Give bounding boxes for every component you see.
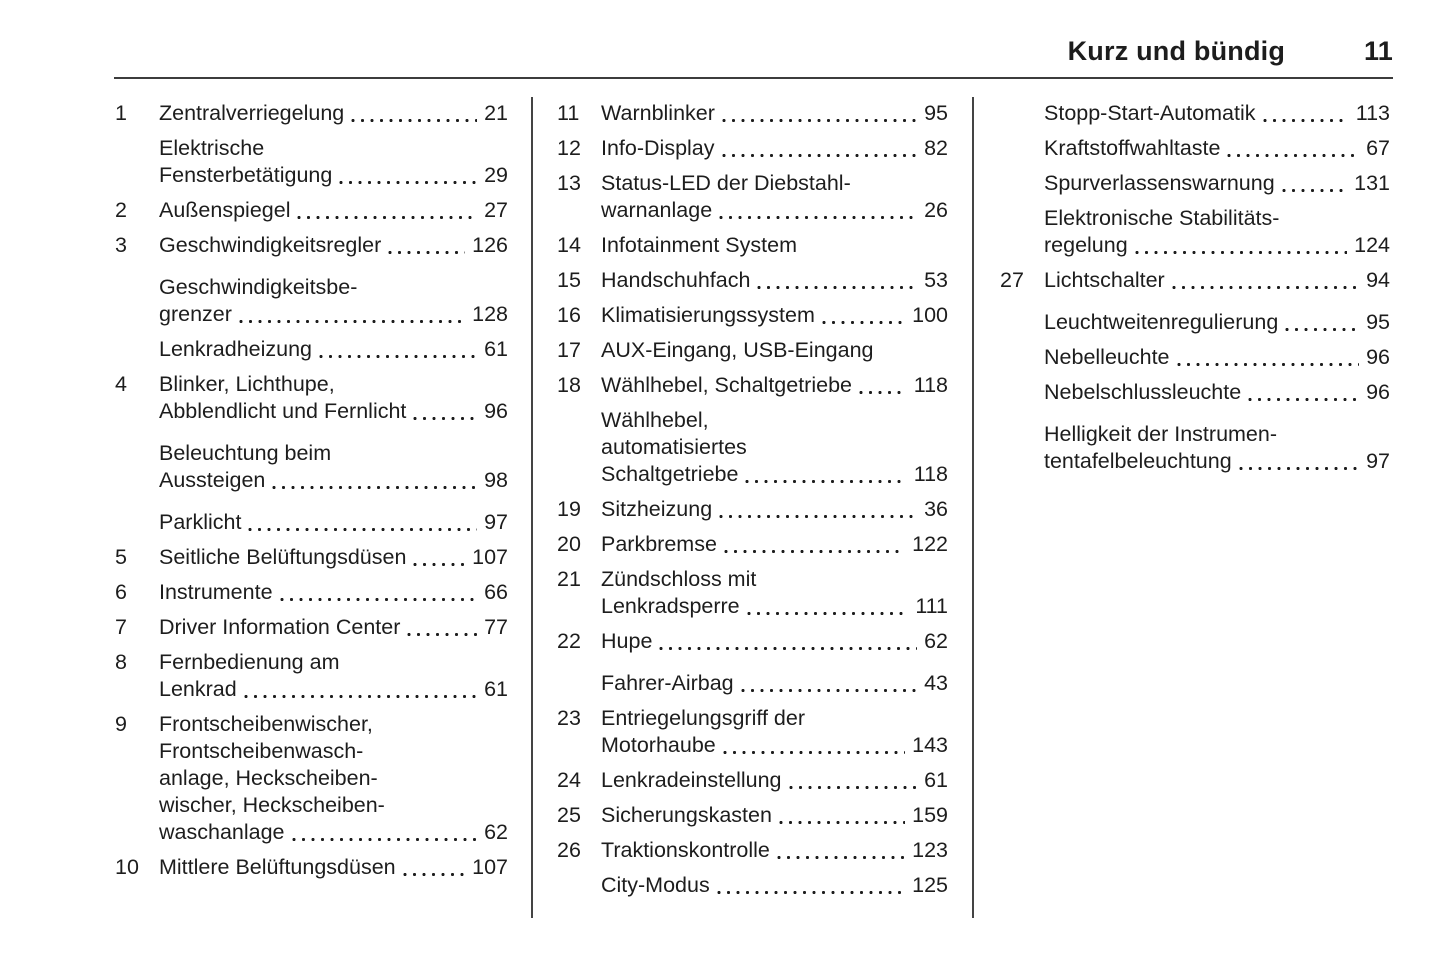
entry-label: Aussteigen (159, 468, 266, 492)
entry-number (1000, 100, 1044, 127)
page-number: 11 (1364, 36, 1393, 66)
entry-label: Elektronische Stabilitäts- (1044, 206, 1280, 230)
toc-entry (1000, 170, 1390, 197)
toc-entry (115, 711, 508, 846)
dot-leader (779, 820, 905, 825)
entry-label: Seitliche Belüftungsdüsen (159, 545, 407, 569)
toc-entry (557, 767, 948, 794)
toc-entry (1000, 205, 1390, 259)
entry-number: 27 (1000, 268, 1024, 292)
entry-number: 14 (557, 233, 581, 257)
entry-page: 143 (912, 733, 948, 757)
entry-label: Sicherungskasten (601, 803, 772, 827)
toc-entry (1000, 135, 1390, 162)
entry-page: 77 (484, 615, 508, 639)
entry-label: Fernbedienung am (159, 650, 340, 674)
dot-leader (413, 416, 477, 421)
entry-page: 96 (484, 399, 508, 423)
entry-page: 98 (484, 468, 508, 492)
toc-entry (557, 135, 948, 162)
toc-entry (115, 544, 508, 571)
column-divider (531, 97, 533, 918)
entry-label: warnanlage (601, 198, 713, 222)
toc-entry (557, 802, 948, 829)
entry-label: Instrumente (159, 580, 273, 604)
entry-page: 124 (1354, 233, 1390, 257)
entry-page: 29 (484, 163, 508, 187)
dot-leader (407, 632, 477, 637)
entry-label: Lichtschalter (1044, 268, 1165, 292)
entry-page: 95 (924, 101, 948, 125)
entry-page: 94 (1366, 268, 1390, 292)
entry-number: 25 (557, 803, 581, 827)
toc-entry (115, 440, 508, 494)
entry-label: Leuchtweitenregulierung (1044, 310, 1279, 334)
dot-leader (413, 562, 465, 567)
entry-number: 13 (557, 171, 581, 195)
dot-leader (319, 354, 477, 359)
toc-entry (1000, 421, 1390, 475)
toc-entry (557, 566, 948, 620)
dot-leader (351, 118, 477, 123)
toc-entry (115, 509, 508, 536)
entry-page: 61 (924, 768, 948, 792)
dot-leader (723, 750, 905, 755)
entry-label: Schaltgetriebe (601, 462, 739, 486)
toc-entry (557, 100, 948, 127)
entry-label: Nebelleuchte (1044, 345, 1170, 369)
dot-leader (745, 479, 906, 484)
entry-page: 123 (912, 838, 948, 862)
entry-number: 23 (557, 706, 581, 730)
dot-leader (1135, 250, 1347, 255)
entry-label: Nebelschlussleuchte (1044, 380, 1242, 404)
entry-label: Abblendlicht und Fernlicht (159, 399, 407, 423)
entry-page: 118 (913, 462, 948, 486)
entry-number: 5 (115, 545, 127, 569)
toc-entry (557, 670, 948, 697)
entry-label: Handschuhfach (601, 268, 751, 292)
toc-entry (1000, 267, 1390, 294)
dot-leader (719, 215, 917, 220)
entry-label: grenzer (159, 302, 232, 326)
dot-leader (822, 320, 905, 325)
page-title: Kurz und bündig (1067, 36, 1286, 66)
toc-entry (115, 649, 508, 703)
toc-entry (557, 170, 948, 224)
toc-column (115, 100, 508, 881)
toc-entry (557, 372, 948, 399)
entry-number: 19 (557, 497, 581, 521)
dot-leader (722, 153, 918, 158)
entry-number: 16 (557, 303, 581, 327)
dot-leader (244, 694, 477, 699)
entry-label: Sitzheizung (601, 497, 713, 521)
dot-leader (1177, 362, 1360, 367)
entry-number (115, 274, 159, 328)
toc-entry (557, 531, 948, 558)
dot-leader (297, 215, 477, 220)
toc-entry (1000, 379, 1390, 406)
dot-leader (403, 872, 465, 877)
dot-leader (1239, 466, 1359, 471)
toc-entry (1000, 100, 1390, 127)
entry-label: tentafelbeleuchtung (1044, 449, 1232, 473)
entry-label: waschanlage (159, 820, 285, 844)
entry-number: 2 (115, 198, 127, 222)
entry-number: 1 (115, 101, 127, 125)
entry-label: Stopp-Start-Automatik (1044, 101, 1256, 125)
entry-label: Entriegelungsgriff der (601, 706, 805, 730)
entry-label: Wählhebel, (601, 408, 709, 432)
entry-label: Zündschloss mit (601, 567, 757, 591)
entry-number: 24 (557, 768, 581, 792)
dot-leader (239, 319, 465, 324)
toc-column (1000, 100, 1390, 475)
dot-leader (1285, 327, 1359, 332)
dot-leader (777, 855, 905, 860)
entry-label: Geschwindigkeitsregler (159, 233, 382, 257)
entry-label: automatisiertes (601, 435, 747, 459)
dot-leader (292, 837, 478, 842)
entry-label: wischer, Heckscheiben- (159, 793, 385, 817)
entry-number: 6 (115, 580, 127, 604)
dot-leader (1248, 397, 1359, 402)
entry-page: 122 (912, 532, 948, 556)
entry-number (115, 440, 159, 494)
entry-label: Lenkradheizung (159, 337, 313, 361)
toc-entry (557, 337, 948, 364)
entry-page: 126 (472, 233, 508, 257)
toc-entry (115, 232, 508, 259)
dot-leader (719, 514, 917, 519)
toc-entry (115, 614, 508, 641)
toc-entry (557, 496, 948, 523)
page-header (1068, 36, 1393, 67)
entry-number (1000, 170, 1044, 197)
toc-entry (115, 100, 508, 127)
toc-entry (115, 274, 508, 328)
entry-label: Parkbremse (601, 532, 717, 556)
entry-label: Spurverlassenswarnung (1044, 171, 1275, 195)
entry-label: Motorhaube (601, 733, 716, 757)
entry-number (1000, 205, 1044, 259)
entry-label: Helligkeit der Instrumen- (1044, 422, 1278, 446)
entry-page: 66 (484, 580, 508, 604)
entry-page: 61 (484, 677, 508, 701)
entry-page: 26 (924, 198, 948, 222)
entry-label: anlage, Heckscheiben- (159, 766, 378, 790)
entry-page: 62 (924, 629, 948, 653)
dot-leader (659, 646, 917, 651)
entry-number: 22 (557, 629, 581, 653)
dot-leader (1172, 285, 1359, 290)
toc-entry (557, 837, 948, 864)
entry-label: Fensterbetätigung (159, 163, 333, 187)
toc-entry (115, 854, 508, 881)
entry-number (557, 407, 601, 488)
dot-leader (789, 785, 918, 790)
dot-leader (859, 390, 907, 395)
entry-label: Lenkradsperre (601, 594, 740, 618)
entry-page: 107 (472, 545, 508, 569)
entry-page: 118 (913, 373, 948, 397)
entry-label: City-Modus (601, 873, 710, 897)
entry-label: Beleuchtung beim (159, 441, 332, 465)
entry-number: 26 (557, 838, 581, 862)
entry-label: Frontscheibenwasch- (159, 739, 364, 763)
entry-label: Frontscheibenwischer, (159, 712, 373, 736)
entry-number: 3 (115, 233, 127, 257)
dot-leader (717, 890, 905, 895)
dot-leader (280, 597, 478, 602)
entry-number (115, 336, 159, 363)
dot-leader (388, 250, 465, 255)
toc-entry (557, 872, 948, 899)
entry-page: 100 (912, 303, 948, 327)
toc-entry (557, 232, 948, 259)
toc-entry (557, 705, 948, 759)
column-divider (972, 97, 974, 918)
entry-number: 7 (115, 615, 127, 639)
entry-label: Mittlere Belüftungsdüsen (159, 855, 396, 879)
entry-number (1000, 344, 1044, 371)
entry-page: 111 (915, 594, 948, 618)
entry-page: 36 (924, 497, 948, 521)
entry-label: Wählhebel, Schaltgetriebe (601, 373, 852, 397)
entry-number (1000, 135, 1044, 162)
entry-label: Infotainment System (601, 233, 797, 257)
toc-entry (557, 267, 948, 294)
entry-label: Lenkrad (159, 677, 237, 701)
entry-number: 8 (115, 650, 127, 674)
header-rule (114, 77, 1393, 79)
entry-number: 9 (115, 712, 127, 736)
entry-page: 131 (1354, 171, 1390, 195)
entry-page: 107 (472, 855, 508, 879)
entry-page: 159 (912, 803, 948, 827)
toc-entry (557, 407, 948, 488)
entry-number (1000, 421, 1044, 475)
dot-leader (722, 118, 917, 123)
entry-number: 15 (557, 268, 581, 292)
entry-page: 97 (1366, 449, 1390, 473)
entry-label: Kraftstoffwahltaste (1044, 136, 1221, 160)
entry-label: Traktionskontrolle (601, 838, 770, 862)
entry-page: 113 (1355, 101, 1390, 125)
entry-number (557, 670, 601, 697)
entry-label: Lenkradeinstellung (601, 768, 782, 792)
entry-label: Fahrer-Airbag (601, 671, 734, 695)
entry-label: Geschwindigkeitsbe- (159, 275, 358, 299)
dot-leader (747, 611, 909, 616)
entry-label: Parklicht (159, 510, 242, 534)
entry-page: 97 (484, 510, 508, 534)
entry-page: 96 (1366, 345, 1390, 369)
toc-entry (557, 628, 948, 655)
entry-page: 21 (484, 101, 508, 125)
entry-number (557, 872, 601, 899)
entry-label: Warnblinker (601, 101, 715, 125)
entry-number: 11 (557, 101, 580, 125)
toc-column (557, 100, 948, 899)
entry-number: 12 (557, 136, 581, 160)
entry-label: Info-Display (601, 136, 715, 160)
entry-label: AUX-Eingang, USB-Eingang (601, 338, 874, 362)
toc-entry (1000, 309, 1390, 336)
entry-page: 82 (924, 136, 948, 160)
entry-page: 95 (1366, 310, 1390, 334)
entry-number: 17 (557, 338, 581, 362)
dot-leader (1282, 188, 1347, 193)
entry-number: 18 (557, 373, 581, 397)
toc-entry (115, 135, 508, 189)
entry-label: Elektrische (159, 136, 265, 160)
entry-number (115, 509, 159, 536)
entry-label: Status-LED der Diebstahl- (601, 171, 851, 195)
dot-leader (272, 485, 477, 490)
entry-label: Außenspiegel (159, 198, 291, 222)
toc-entry (557, 302, 948, 329)
entry-number: 10 (115, 855, 139, 879)
dot-leader (1227, 153, 1359, 158)
dot-leader (339, 180, 477, 185)
entry-page: 96 (1366, 380, 1390, 404)
entry-label: regelung (1044, 233, 1128, 257)
entry-page: 53 (924, 268, 948, 292)
entry-label: Klimatisierungssystem (601, 303, 815, 327)
toc-entry (1000, 344, 1390, 371)
entry-page: 67 (1366, 136, 1390, 160)
dot-leader (1263, 118, 1349, 123)
dot-leader (724, 549, 905, 554)
entry-label: Driver Information Center (159, 615, 401, 639)
entry-label: Blinker, Lichthupe, (159, 372, 335, 396)
toc-entry (115, 336, 508, 363)
entry-page: 61 (484, 337, 508, 361)
toc-entry (115, 579, 508, 606)
toc-entry (115, 371, 508, 425)
entry-page: 27 (484, 198, 508, 222)
entry-label: Hupe (601, 629, 653, 653)
dot-leader (248, 527, 477, 532)
entry-label: Zentralverriegelung (159, 101, 345, 125)
dot-leader (757, 285, 917, 290)
entry-number (115, 135, 159, 189)
entry-page: 125 (912, 873, 948, 897)
entry-number (1000, 379, 1044, 406)
toc-entry (115, 197, 508, 224)
entry-number: 4 (115, 372, 127, 396)
entry-page: 128 (472, 302, 508, 326)
entry-number: 20 (557, 532, 581, 556)
entry-page: 62 (484, 820, 508, 844)
entry-number (1000, 309, 1044, 336)
dot-leader (741, 688, 917, 693)
entry-page: 43 (924, 671, 948, 695)
entry-number: 21 (557, 567, 581, 591)
